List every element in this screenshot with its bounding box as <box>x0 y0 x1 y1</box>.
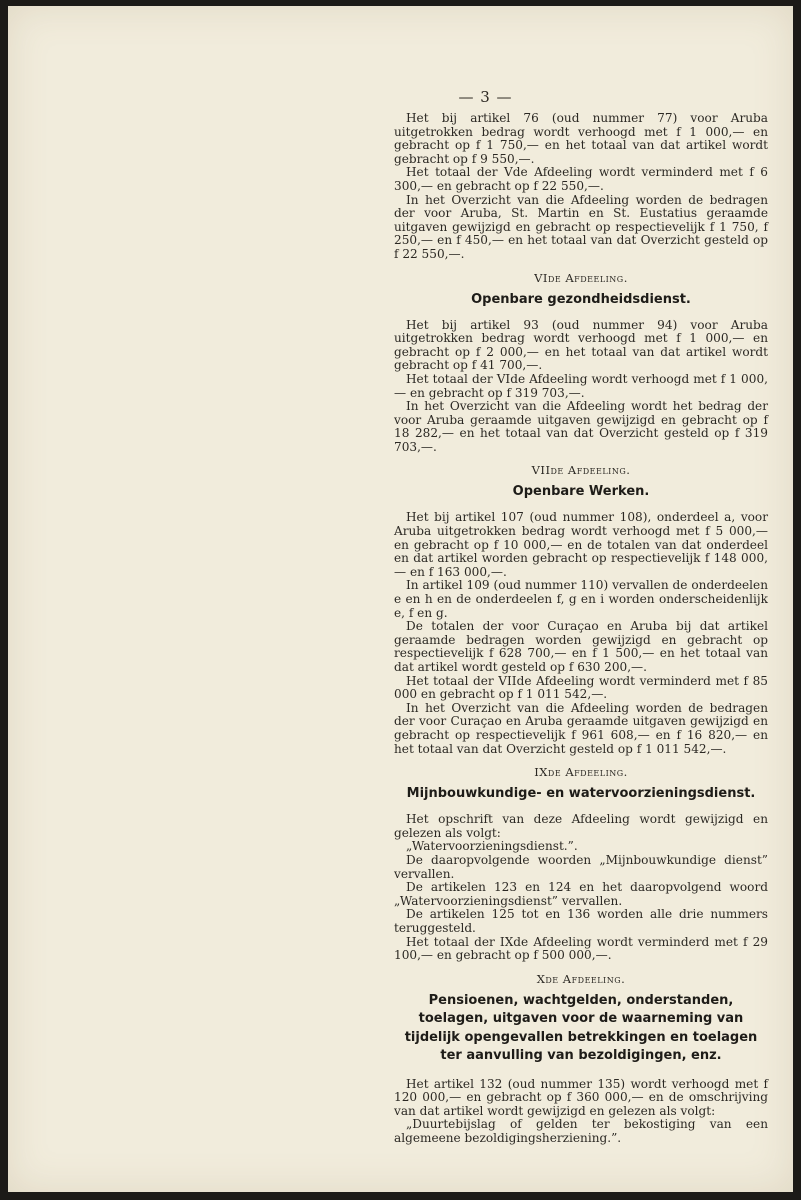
section-vii-paragraph-2: In artikel 109 (oud nummer 110) vervallen de onderdeelen e en h en de onderdeelen f, g en i worden onderscheidenlijk e, f en g. <box>394 578 768 620</box>
section-ix-label: IXde Afdeeling. <box>534 765 628 780</box>
section-vi-paragraph-3: In het Overzicht van die Afdeeling wordt het bedrag der voor Aruba geraamde uitgaven gewijzigd en gebracht op f 18 282,— en het totaal van dat Overzicht gesteld op f 319 703,—. <box>394 399 768 454</box>
section-ix-paragraph-2: „Watervoorzieningsdienst.”. <box>406 839 578 854</box>
section-x-label: Xde Afdeeling. <box>536 971 626 986</box>
document-page <box>8 6 793 1192</box>
section-ix-heading: Mijnbouwkundige- en watervoorzieningsdienst. <box>406 786 756 802</box>
section-ix-paragraph-6: Het totaal der IXde Afdeeling wordt verminderd met f 29 100,— en gebracht op f 500 000,—. <box>394 934 768 963</box>
intro-paragraph-3: In het Overzicht van die Afdeeling worden de bedragen der voor Aruba, St. Martin en St. Eustatius geraamde uitgaven gewijzigd en gebracht op respectievelijk f 1 750, f 250,— en f 450,— en het totaal van dat Overzicht gesteld op f 22 550,—. <box>394 192 768 261</box>
section-vi-paragraph-2: Het totaal der VIde Afdeeling wordt verhoogd met f 1 000,— en gebracht op f 319 703,—. <box>394 371 768 400</box>
section-vii-heading: Openbare Werken. <box>512 484 650 500</box>
section-ix-paragraph-3: De daaropvolgende woorden „Mijnbouwkundige dienst” vervallen. <box>394 852 768 881</box>
section-vi-heading: Openbare gezondheidsdienst. <box>471 291 691 307</box>
section-ix-paragraph-5: De artikelen 125 tot en 136 worden alle drie nummers teruggesteld. <box>394 907 768 935</box>
text-column <box>394 112 768 1146</box>
page-number: — 3 — <box>458 88 513 106</box>
section-x-paragraph-1: Het artikel 132 (oud nummer 135) wordt verhoogd met f 120 000,— en gebracht op f 360 000,— en de omschrijving van dat artikel wordt gewijzigd en gelezen als volgt: <box>394 1076 768 1118</box>
section-vii-paragraph-1: Het bij artikel 107 (oud nummer 108), onderdeel a, voor Aruba uitgetrokken bedrag wordt verhoogd met f 5 000,— en gebracht op f 10 000,— en de totalen van dat onderdeel en dat artikel worden gebracht op respectievelijk f 148 000,— en f 163 000,—. <box>394 510 768 579</box>
section-vii-paragraph-3: De totalen der voor Curaçao en Aruba bij dat artikel geraamde bedragen worden gewijzigd en gebracht op respectievelijk f 628 700,— en f 1 500,— en het totaal van dat artikel wordt gesteld op f 630 200,—. <box>394 619 768 674</box>
section-x-paragraph-2: „Duurtebijslag of gelden ter bekostiging van een algemeene bezoldigingsherziening.”. <box>394 1117 768 1146</box>
intro-paragraph-2: Het totaal der Vde Afdeeling wordt verminderd met f 6 300,— en gebracht op f 22 550,—. <box>394 165 768 193</box>
section-vii-paragraph-4: Het totaal der VIIde Afdeeling wordt verminderd met f 85 000 en gebracht op f 1 011 542,—. <box>394 673 768 702</box>
intro-paragraph-1: Het bij artikel 76 (oud nummer 77) voor Aruba uitgetrokken bedrag wordt verhoogd met f 1 000,— en gebracht op f 1 750,— en het totaal van dat artikel wordt gebracht op f 9 550,—. <box>394 111 768 166</box>
section-ix-paragraph-4: De artikelen 123 en 124 en het daaropvolgend woord „Watervoorzieningsdienst” vervallen. <box>394 880 768 908</box>
section-x-heading: Pensioenen, wachtgelden, onderstanden, toelagen, uitgaven voor de waarneming van tijdelijk opengevallen betrekkingen en toelagen ter aanvulling van bezoldigingen, enz. <box>404 992 758 1064</box>
section-vi-paragraph-1: Het bij artikel 93 (oud nummer 94) voor Aruba uitgetrokken bedrag wordt verhoogd met f 1 000,— en gebracht op f 2 000,— en het totaal van dat artikel wordt gebracht op f 41 700,—. <box>394 317 768 373</box>
section-vii-paragraph-5: In het Overzicht van die Afdeeling worden de bedragen der voor Curaçao en Aruba geraamde uitgaven gewijzigd en gebracht op respectievelijk f 961 608,— en f 16 820,— en het totaal van dat Overzicht gesteld op f 1 011 542,—. <box>394 700 768 756</box>
section-vii-label: VIIde Afdeeling. <box>531 463 631 478</box>
section-ix-paragraph-1: Het opschrift van deze Afdeeling wordt gewijzigd en gelezen als volgt: <box>394 812 768 840</box>
section-vi-label: VIde Afdeeling. <box>534 270 628 285</box>
